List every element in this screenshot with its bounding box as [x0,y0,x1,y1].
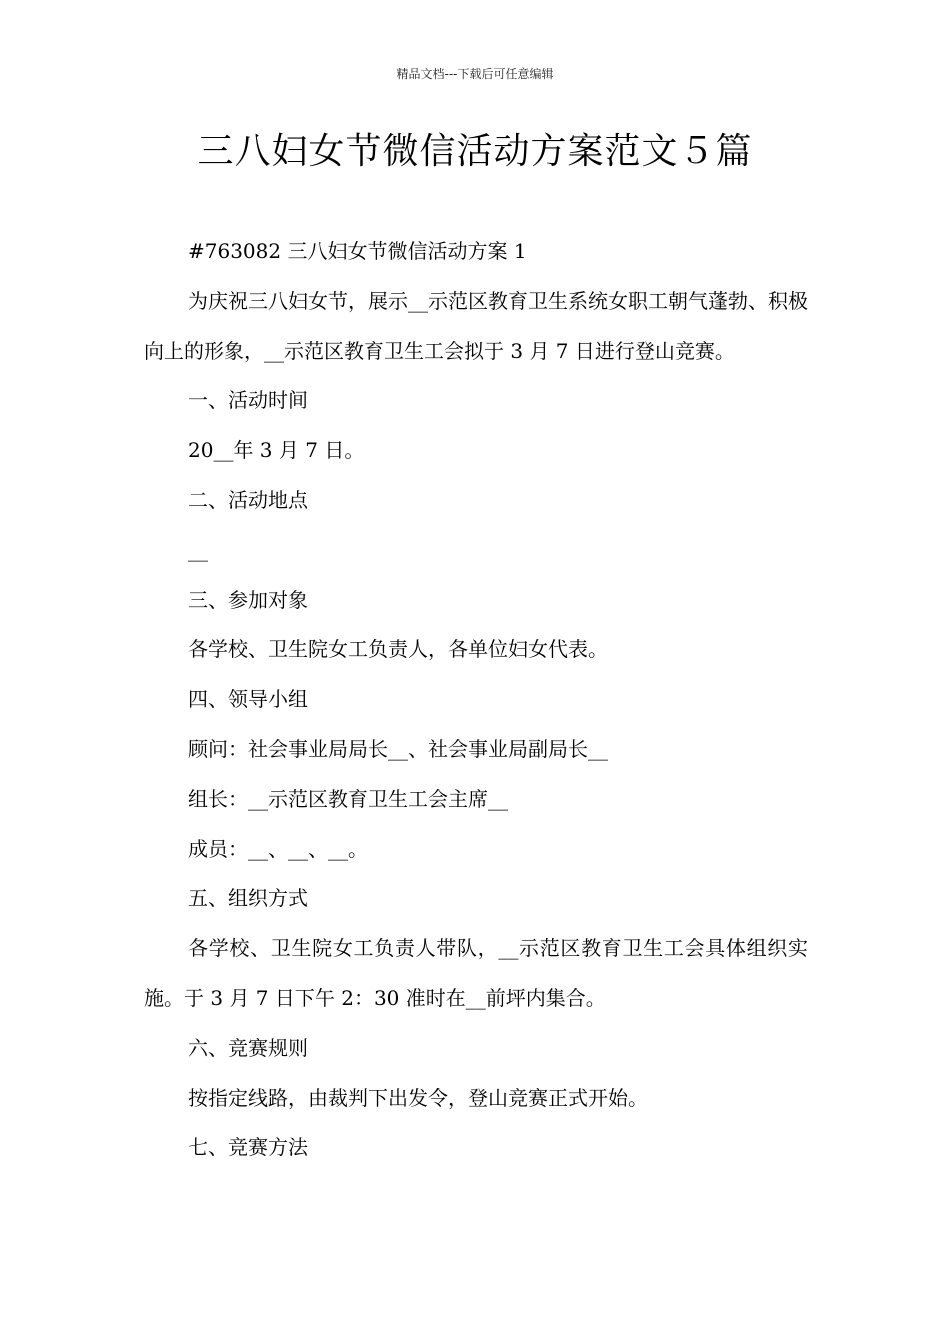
organization-details: 各学校、卫生院女工负责人带队，__示范区教育卫生工会具体组织实施。于 3 月 7 日下午 2：30 准时在__前坪内集合。 [144,936,808,1010]
heading-activity-location: 二、活动地点 [188,487,308,512]
document-title: 三八妇女节微信活动方案范文５篇 [197,131,753,172]
heading-competition-rules: 六、竞赛规则 [188,1035,308,1060]
leadership-members: 成员：__、__、__。 [188,836,368,861]
intro-paragraph: 为庆祝三八妇女节，展示__示范区教育卫生系统女职工朝气蓬勃、积极向上的形象，__示范区教育卫生工会拟于 3 月 7 日进行登山竞赛。 [144,288,808,363]
document-body [144,227,808,1173]
competition-rules: 按指定线路，由裁判下出发令，登山竞赛正式开始。 [188,1085,648,1110]
section-heading-1: #763082 三八妇女节微信活动方案 1 [188,239,527,263]
leadership-leader: 组长：__示范区教育卫生工会主席__ [188,786,508,811]
heading-participants: 三、参加对象 [188,587,308,612]
participants: 各学校、卫生院女工负责人，各单位妇女代表。 [188,637,608,662]
activity-time: 20__年 3 月 7 日。 [188,438,365,463]
heading-competition-method: 七、竞赛方法 [188,1135,308,1160]
heading-leadership-group: 四、领导小组 [188,687,308,712]
header-note: 精品文档---下载后可任意编辑 [396,67,554,81]
leadership-advisors: 顾问：社会事业局局长__、社会事业局副局长__ [188,736,608,761]
heading-activity-time: 一、活动时间 [188,388,308,413]
heading-organization: 五、组织方式 [188,886,308,911]
activity-location: __ [188,537,208,562]
